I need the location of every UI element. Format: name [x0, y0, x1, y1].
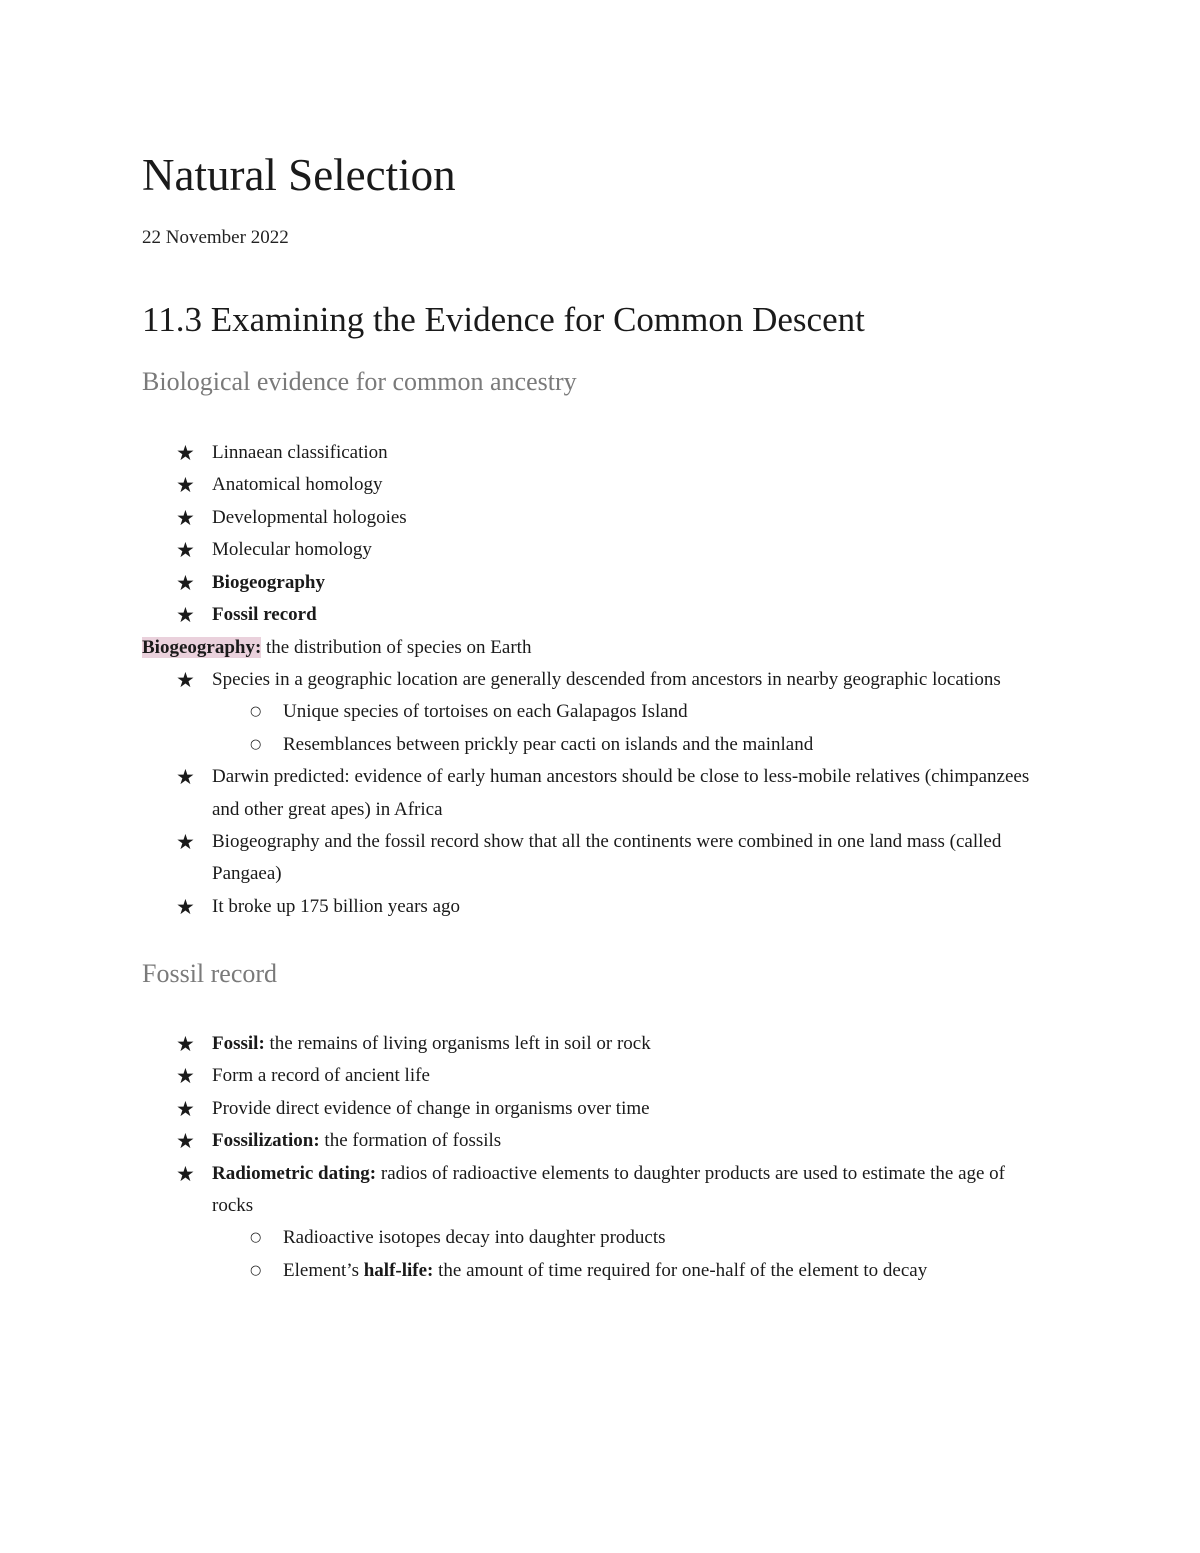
star-bullet-icon: ★	[176, 1064, 195, 1089]
list-item: ★ Biogeography	[142, 567, 1062, 599]
list-item: ★ Form a record of ancient life	[142, 1060, 1062, 1092]
document-date: 22 November 2022	[142, 227, 289, 248]
star-bullet-icon: ★	[176, 505, 195, 530]
highlighted-term: Biogeography:	[142, 637, 262, 658]
list-item: ★ Radiometric dating: radios of radioactive elements to daughter products are used to estimate the age of rocks	[142, 1158, 1062, 1223]
list-item: ○ Radioactive isotopes decay into daughter products	[142, 1222, 1062, 1254]
list-item: ★ Biogeography and the fossil record show that all the continents were combined in one land mass (called Pangaea)	[142, 826, 1062, 891]
list-item: ★ Linnaean classification	[142, 437, 1062, 469]
star-bullet-icon: ★	[176, 473, 195, 498]
biological-evidence-heading: Biological evidence for common ancestry	[142, 367, 577, 396]
star-bullet-icon: ★	[176, 1032, 195, 1056]
list-item: ★ Developmental hologoies	[142, 502, 1062, 534]
list-item: ★ Fossil record	[142, 599, 1062, 631]
document-title: Natural Selection	[142, 150, 456, 200]
biogeography-definition: Biogeography: the distribution of species on Earth	[142, 637, 532, 658]
fossil-record-list	[142, 1028, 1062, 1287]
list-item: ★ Molecular homology	[142, 534, 1062, 566]
star-bullet-icon: ★	[176, 603, 195, 628]
star-bullet-icon: ★	[176, 894, 195, 919]
list-item: ★ Fossilization: the formation of fossils	[142, 1125, 1062, 1157]
list-item: ★ Darwin predicted: evidence of early human ancestors should be close to less-mobile relatives (chimpanzees and other great apes) in Africa	[142, 761, 1062, 826]
star-bullet-icon: ★	[176, 668, 195, 692]
section-title: 11.3 Examining the Evidence for Common Descent	[142, 300, 865, 339]
list-item: ○ Unique species of tortoises on each Galapagos Island	[142, 696, 1062, 728]
star-bullet-icon: ★	[176, 830, 195, 855]
fossil-record-heading: Fossil record	[142, 959, 278, 988]
star-bullet-icon: ★	[176, 765, 195, 790]
list-item: ○ Element’s half-life: the amount of time required for one-half of the element to decay	[142, 1255, 1062, 1287]
star-bullet-icon: ★	[176, 538, 195, 563]
circle-bullet-icon: ○	[250, 1230, 262, 1246]
list-item: ★ Anatomical homology	[142, 469, 1062, 501]
list-item: ★ Species in a geographic location are generally descended from ancestors in nearby geographic locations	[142, 664, 1062, 696]
circle-bullet-icon: ○	[250, 736, 262, 752]
star-bullet-icon: ★	[176, 1129, 195, 1154]
circle-bullet-icon: ○	[250, 1262, 262, 1278]
list-item: ★ Provide direct evidence of change in organisms over time	[142, 1093, 1062, 1125]
star-bullet-icon: ★	[176, 1161, 195, 1186]
circle-bullet-icon: ○	[250, 704, 262, 720]
list-item: ★ Fossil: the remains of living organisms left in soil or rock	[142, 1028, 1062, 1060]
star-bullet-icon: ★	[176, 441, 195, 465]
star-bullet-icon: ★	[176, 1096, 195, 1121]
list-item: ○ Resemblances between prickly pear cacti on islands and the mainland	[142, 729, 1062, 761]
biogeography-points-list	[142, 664, 1062, 923]
star-bullet-icon: ★	[176, 570, 195, 595]
list-item: ★ It broke up 175 billion years ago	[142, 891, 1062, 923]
biological-evidence-list	[142, 437, 1062, 631]
